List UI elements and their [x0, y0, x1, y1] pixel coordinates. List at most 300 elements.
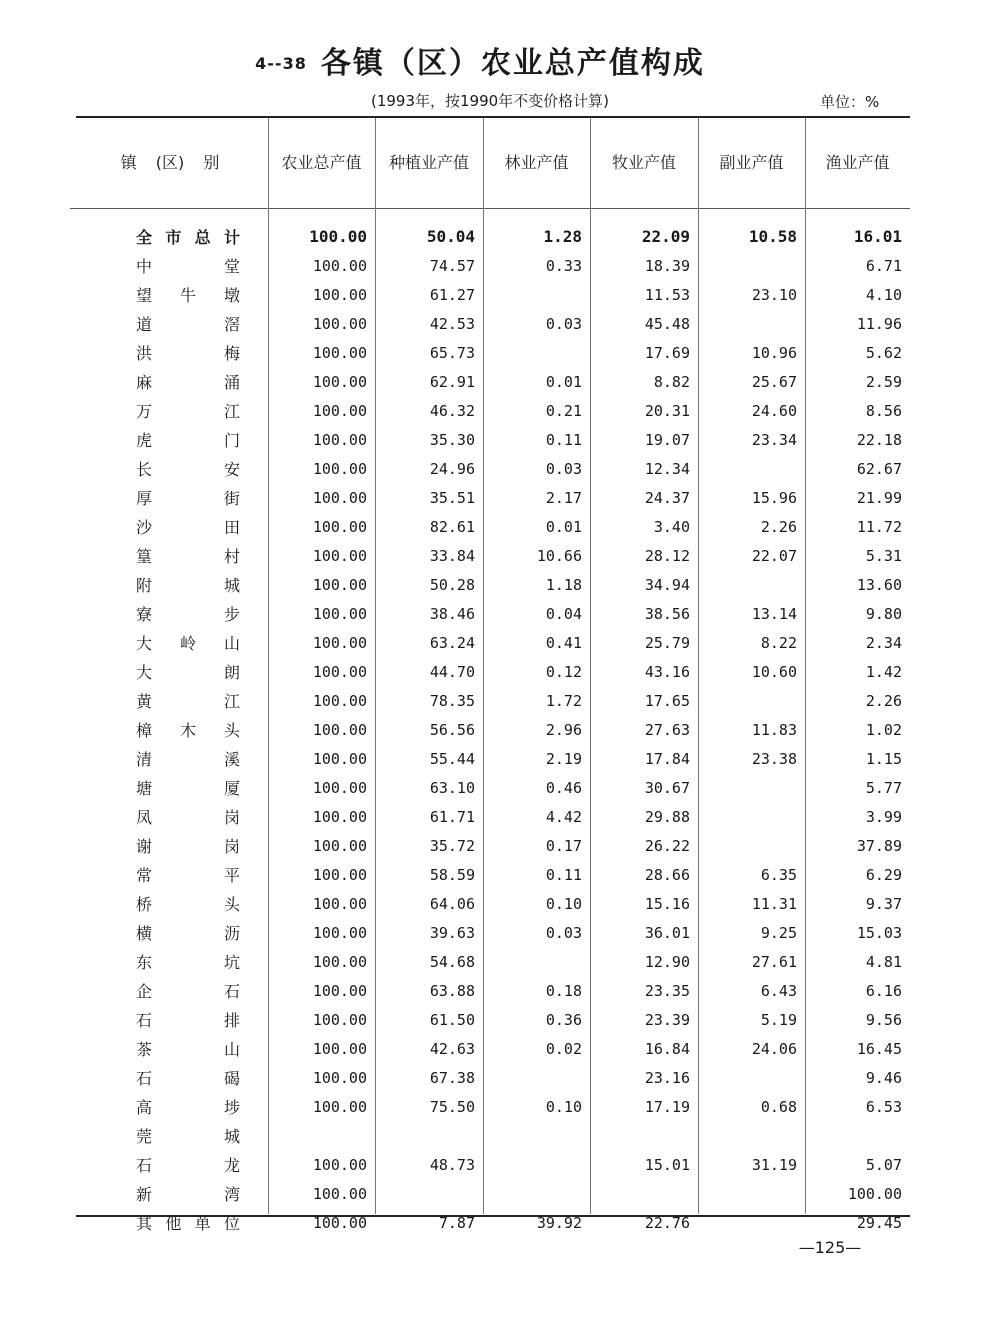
row-margin: [910, 947, 1000, 976]
cell-sideline: [698, 1208, 805, 1237]
cell-forestry: 0.10: [545, 894, 582, 913]
cell-sideline: [698, 1179, 805, 1208]
cell-forestry: 0.12: [545, 662, 582, 681]
cell-sideline: 31.19: [751, 1155, 797, 1174]
cell-livestock: 36.01: [644, 923, 690, 942]
cell-region: [0, 599, 268, 628]
cell-fishery: 62.67: [856, 459, 902, 478]
table-row: [0, 860, 1000, 889]
cell-total: 100.00: [312, 604, 367, 623]
cell-fishery: 22.18: [856, 430, 902, 449]
row-margin: [910, 628, 1000, 657]
data-table: [0, 222, 1000, 1237]
cell-livestock: 11.53: [644, 285, 690, 304]
cell-fishery: [805, 1121, 910, 1150]
table-number: 4--38: [255, 54, 307, 73]
region-name: 横沥: [136, 924, 240, 943]
cell-total: 100.00: [312, 517, 367, 536]
cell-livestock: [590, 1121, 698, 1150]
cell-fishery: 3.99: [865, 807, 902, 826]
header-total-output: 农业总产值: [281, 153, 362, 172]
region-name: 虎门: [136, 431, 240, 450]
cell-region: [0, 396, 268, 425]
cell-forestry: 0.17: [545, 836, 582, 855]
cell-total: 100.00: [312, 894, 367, 913]
cell-total: 100.00: [312, 778, 367, 797]
cell-region: [0, 657, 268, 686]
cell-sideline: 27.61: [751, 952, 797, 971]
cell-sideline: 2.26: [760, 517, 797, 536]
top-rule: [76, 116, 910, 118]
table-row: [0, 512, 1000, 541]
cell-crop: 75.50: [429, 1097, 475, 1116]
cell-crop: 63.88: [429, 981, 475, 1000]
cell-livestock: 23.35: [644, 981, 690, 1000]
cell-livestock: 45.48: [644, 314, 690, 333]
table-row: [0, 1063, 1000, 1092]
cell-crop: 58.59: [429, 865, 475, 884]
cell-total: 100.00: [312, 981, 367, 1000]
region-name: 万江: [136, 402, 240, 421]
cell-region: [0, 1005, 268, 1034]
cell-forestry: 0.36: [545, 1010, 582, 1029]
region-name: 莞城: [136, 1127, 240, 1146]
row-margin: [910, 483, 1000, 512]
cell-total: 100.00: [312, 807, 367, 826]
region-name: 石排: [136, 1011, 240, 1030]
cell-crop: 54.68: [429, 952, 475, 971]
cell-crop: 7.87: [438, 1213, 475, 1232]
cell-region: [0, 773, 268, 802]
region-name: 长安: [136, 460, 240, 479]
cell-forestry: 0.01: [545, 517, 582, 536]
table-row: [0, 599, 1000, 628]
cell-fishery: 2.34: [865, 633, 902, 652]
cell-crop: 35.72: [429, 836, 475, 855]
row-margin: [910, 599, 1000, 628]
cell-total: 100.00: [312, 1068, 367, 1087]
table-row: [0, 454, 1000, 483]
cell-livestock: 16.84: [644, 1039, 690, 1058]
region-name: 凤岗: [136, 808, 240, 827]
region-name: 石碣: [136, 1069, 240, 1088]
cell-sideline: [698, 309, 805, 338]
cell-livestock: 17.69: [644, 343, 690, 362]
cell-forestry: 1.72: [545, 691, 582, 710]
cell-crop: 61.27: [429, 285, 475, 304]
cell-region: [0, 251, 268, 280]
region-name: 黄江: [136, 692, 240, 711]
region-name: 附城: [136, 576, 240, 595]
cell-forestry: [483, 1179, 590, 1208]
cell-sideline: 25.67: [751, 372, 797, 391]
cell-forestry: 4.42: [545, 807, 582, 826]
cell-forestry: 0.18: [545, 981, 582, 1000]
cell-region: [0, 222, 268, 251]
cell-fishery: 5.77: [865, 778, 902, 797]
cell-region: [0, 570, 268, 599]
cell-sideline: [698, 251, 805, 280]
cell-sideline: 0.68: [760, 1097, 797, 1116]
region-name: 厚街: [136, 489, 240, 508]
cell-total: 100.00: [312, 314, 367, 333]
region-name: 高埗: [136, 1098, 240, 1117]
table-row: [0, 831, 1000, 860]
cell-crop: 67.38: [429, 1068, 475, 1087]
cell-crop: 55.44: [429, 749, 475, 768]
region-name: 寮步: [136, 605, 240, 624]
cell-total: 100.00: [312, 691, 367, 710]
cell-region: [0, 744, 268, 773]
region-name: 东坑: [136, 953, 240, 972]
cell-region: [0, 1063, 268, 1092]
header-forestry-output: 林业产值: [504, 153, 569, 172]
cell-livestock: 12.34: [644, 459, 690, 478]
cell-forestry: 0.10: [545, 1097, 582, 1116]
row-margin: [910, 744, 1000, 773]
cell-fishery: 15.03: [856, 923, 902, 942]
table-row: [0, 338, 1000, 367]
cell-total: 100.00: [312, 1155, 367, 1174]
cell-sideline: [698, 686, 805, 715]
cell-forestry: [483, 947, 590, 976]
cell-fishery: 6.29: [865, 865, 902, 884]
cell-livestock: 18.39: [644, 256, 690, 275]
cell-total: 100.00: [312, 1097, 367, 1116]
cell-livestock: 15.01: [644, 1155, 690, 1174]
cell-forestry: 1.18: [545, 575, 582, 594]
cell-crop: 24.96: [429, 459, 475, 478]
region-name: 其他单位: [136, 1214, 240, 1233]
cell-region: [0, 454, 268, 483]
table-row: [0, 657, 1000, 686]
cell-fishery: 2.59: [865, 372, 902, 391]
cell-sideline: 22.07: [751, 546, 797, 565]
cell-crop: 63.24: [429, 633, 475, 652]
table-row: [0, 947, 1000, 976]
cell-total: 100.00: [312, 1213, 367, 1232]
header-fishery-output: 渔业产值: [825, 153, 890, 172]
cell-region: [0, 541, 268, 570]
row-margin: [910, 918, 1000, 947]
table-row: [0, 889, 1000, 918]
cell-livestock: 38.56: [644, 604, 690, 623]
cell-sideline: 6.43: [760, 981, 797, 1000]
cell-region: [0, 483, 268, 512]
cell-region: [0, 1150, 268, 1179]
cell-region: [0, 1092, 268, 1121]
cell-sideline: [698, 831, 805, 860]
row-margin: [910, 976, 1000, 1005]
cell-forestry: [483, 1063, 590, 1092]
cell-fishery: 1.02: [865, 720, 902, 739]
cell-crop: [375, 1121, 483, 1150]
cell-livestock: 23.39: [644, 1010, 690, 1029]
cell-sideline: 13.14: [751, 604, 797, 623]
cell-livestock: 12.90: [644, 952, 690, 971]
table-row: [0, 715, 1000, 744]
cell-total: 100.00: [312, 459, 367, 478]
table-row: [0, 251, 1000, 280]
cell-total: 100.00: [312, 633, 367, 652]
row-margin: [910, 860, 1000, 889]
table-row: [0, 1121, 1000, 1150]
cell-region: [0, 338, 268, 367]
row-margin: [910, 512, 1000, 541]
table-row: [0, 541, 1000, 570]
table-row: [0, 773, 1000, 802]
cell-crop: 82.61: [429, 517, 475, 536]
cell-livestock: 28.12: [644, 546, 690, 565]
row-margin: [910, 715, 1000, 744]
cell-crop: 65.73: [429, 343, 475, 362]
cell-sideline: 24.60: [751, 401, 797, 420]
cell-crop: 61.50: [429, 1010, 475, 1029]
cell-region: [0, 628, 268, 657]
cell-forestry: [483, 338, 590, 367]
header-livestock-output: 牧业产值: [611, 153, 676, 172]
table-row: [0, 628, 1000, 657]
cell-forestry: 39.92: [536, 1213, 582, 1232]
cell-livestock: 29.88: [644, 807, 690, 826]
cell-region: [0, 1208, 268, 1237]
table-title: [0, 38, 960, 82]
cell-crop: 63.10: [429, 778, 475, 797]
cell-fishery: 2.26: [865, 691, 902, 710]
region-name: 篁村: [136, 547, 240, 566]
cell-forestry: 2.19: [545, 749, 582, 768]
cell-crop: 74.57: [429, 256, 475, 275]
region-name: 石龙: [136, 1156, 240, 1175]
cell-crop: 42.53: [429, 314, 475, 333]
cell-livestock: 34.94: [644, 575, 690, 594]
cell-total: 100.00: [312, 749, 367, 768]
cell-fishery: 16.45: [856, 1039, 902, 1058]
cell-livestock: 23.16: [644, 1068, 690, 1087]
cell-fishery: 9.80: [865, 604, 902, 623]
cell-livestock: 24.37: [644, 488, 690, 507]
cell-region: [0, 976, 268, 1005]
cell-livestock: 3.40: [653, 517, 690, 536]
table-row: [0, 1150, 1000, 1179]
cell-crop: 78.35: [429, 691, 475, 710]
table-row: [0, 802, 1000, 831]
cell-livestock: 17.84: [644, 749, 690, 768]
cell-fishery: 4.10: [865, 285, 902, 304]
region-name: 常平: [136, 866, 240, 885]
cell-region: [0, 686, 268, 715]
cell-sideline: 11.31: [751, 894, 797, 913]
cell-sideline: 24.06: [751, 1039, 797, 1058]
cell-region: [0, 889, 268, 918]
row-margin: [910, 280, 1000, 309]
row-margin: [910, 541, 1000, 570]
cell-fishery: 37.89: [856, 836, 902, 855]
row-margin: [910, 773, 1000, 802]
table-title-text: 各镇（区）农业总产值构成: [320, 46, 705, 81]
cell-crop: 35.30: [429, 430, 475, 449]
cell-sideline: 23.38: [751, 749, 797, 768]
cell-region: [0, 715, 268, 744]
table-row: [0, 570, 1000, 599]
cell-fishery: 6.53: [865, 1097, 902, 1116]
header-region: 镇 (区) 别: [120, 153, 220, 172]
cell-fishery: 9.37: [865, 894, 902, 913]
cell-region: [0, 947, 268, 976]
cell-forestry: 2.96: [545, 720, 582, 739]
cell-crop: 38.46: [429, 604, 475, 623]
cell-total: [268, 1121, 375, 1150]
region-name: 茶山: [136, 1040, 240, 1059]
cell-forestry: 0.04: [545, 604, 582, 623]
cell-total: 100.00: [309, 227, 367, 246]
table-row: [0, 976, 1000, 1005]
cell-forestry: [483, 280, 590, 309]
cell-livestock: 17.65: [644, 691, 690, 710]
cell-fishery: 11.96: [856, 314, 902, 333]
cell-total: 100.00: [312, 1039, 367, 1058]
cell-region: [0, 367, 268, 396]
cell-fishery: 9.46: [865, 1068, 902, 1087]
cell-total: 100.00: [312, 952, 367, 971]
row-margin: [910, 1121, 1000, 1150]
cell-crop: 61.71: [429, 807, 475, 826]
table-row: [0, 396, 1000, 425]
region-name: 桥头: [136, 895, 240, 914]
cell-sideline: 9.25: [760, 923, 797, 942]
cell-fishery: 29.45: [856, 1213, 902, 1232]
cell-forestry: 0.11: [545, 865, 582, 884]
cell-crop: 56.56: [429, 720, 475, 739]
row-margin: [910, 1034, 1000, 1063]
row-margin: [910, 802, 1000, 831]
cell-region: [0, 802, 268, 831]
table-row: [0, 1034, 1000, 1063]
cell-region: [0, 1179, 268, 1208]
cell-forestry: 0.02: [545, 1039, 582, 1058]
cell-forestry: 1.28: [543, 227, 582, 246]
cell-fishery: 1.15: [865, 749, 902, 768]
table-row: [0, 744, 1000, 773]
region-name: 大岭山: [136, 634, 240, 653]
cell-fishery: 5.31: [865, 546, 902, 565]
cell-livestock: 43.16: [644, 662, 690, 681]
cell-total: 100.00: [312, 662, 367, 681]
region-name: 沙田: [136, 518, 240, 537]
row-margin: [910, 338, 1000, 367]
row-margin: [910, 889, 1000, 918]
table-row: [0, 918, 1000, 947]
cell-fishery: 5.07: [865, 1155, 902, 1174]
cell-region: [0, 280, 268, 309]
cell-fishery: 6.71: [865, 256, 902, 275]
table-row: [0, 686, 1000, 715]
table-row: [0, 309, 1000, 338]
region-name: 麻涌: [136, 373, 240, 392]
row-margin: [910, 657, 1000, 686]
cell-fishery: 16.01: [853, 227, 902, 246]
cell-sideline: 23.34: [751, 430, 797, 449]
cell-total: 100.00: [312, 285, 367, 304]
region-name: 清溪: [136, 750, 240, 769]
cell-forestry: [483, 1150, 590, 1179]
cell-forestry: 0.03: [545, 459, 582, 478]
cell-crop: 64.06: [429, 894, 475, 913]
row-margin: [910, 570, 1000, 599]
region-name: 道滘: [136, 315, 240, 334]
cell-forestry: 0.46: [545, 778, 582, 797]
row-margin: [910, 1005, 1000, 1034]
cell-forestry: [483, 1121, 590, 1150]
header-crop-output: 种植业产值: [388, 153, 469, 172]
table-row: [0, 425, 1000, 454]
table-row-total: [0, 222, 1000, 251]
unit-label: 单位：%: [820, 93, 880, 111]
cell-crop: 50.28: [429, 575, 475, 594]
cell-livestock: 20.31: [644, 401, 690, 420]
cell-region: [0, 1121, 268, 1150]
cell-livestock: 27.63: [644, 720, 690, 739]
cell-fishery: 9.56: [865, 1010, 902, 1029]
row-margin: [910, 686, 1000, 715]
cell-fishery: 4.81: [865, 952, 902, 971]
region-name: 大朗: [136, 663, 240, 682]
cell-region: [0, 425, 268, 454]
cell-sideline: 15.96: [751, 488, 797, 507]
row-margin: [910, 1208, 1000, 1237]
header-rule: [70, 208, 910, 209]
cell-total: 100.00: [312, 546, 367, 565]
cell-livestock: 25.79: [644, 633, 690, 652]
cell-crop: 39.63: [429, 923, 475, 942]
cell-livestock: 22.09: [641, 227, 690, 246]
cell-sideline: 10.60: [751, 662, 797, 681]
cell-fishery: 11.72: [856, 517, 902, 536]
cell-forestry: 0.41: [545, 633, 582, 652]
cell-total: 100.00: [312, 372, 367, 391]
cell-sideline: 10.58: [748, 227, 797, 246]
cell-total: 100.00: [312, 401, 367, 420]
cell-total: 100.00: [312, 1184, 367, 1203]
cell-sideline: [698, 454, 805, 483]
cell-crop: 44.70: [429, 662, 475, 681]
row-margin: [910, 251, 1000, 280]
cell-total: 100.00: [312, 575, 367, 594]
cell-sideline: 5.19: [760, 1010, 797, 1029]
cell-crop: [375, 1179, 483, 1208]
cell-crop: 50.04: [426, 227, 475, 246]
region-name: 中堂: [136, 257, 240, 276]
cell-livestock: 26.22: [644, 836, 690, 855]
cell-total: 100.00: [312, 488, 367, 507]
cell-crop: 48.73: [429, 1155, 475, 1174]
table-row: [0, 483, 1000, 512]
cell-forestry: 0.21: [545, 401, 582, 420]
table-body: [0, 222, 1000, 1237]
row-margin: [910, 425, 1000, 454]
cell-crop: 46.32: [429, 401, 475, 420]
cell-crop: 62.91: [429, 372, 475, 391]
cell-livestock: [590, 1179, 698, 1208]
cell-sideline: 23.10: [751, 285, 797, 304]
cell-sideline: 10.96: [751, 343, 797, 362]
cell-sideline: [698, 802, 805, 831]
table-row: [0, 1005, 1000, 1034]
row-margin: [910, 222, 1000, 251]
cell-forestry: 2.17: [545, 488, 582, 507]
region-name: 塘厦: [136, 779, 240, 798]
cell-fishery: 1.42: [865, 662, 902, 681]
